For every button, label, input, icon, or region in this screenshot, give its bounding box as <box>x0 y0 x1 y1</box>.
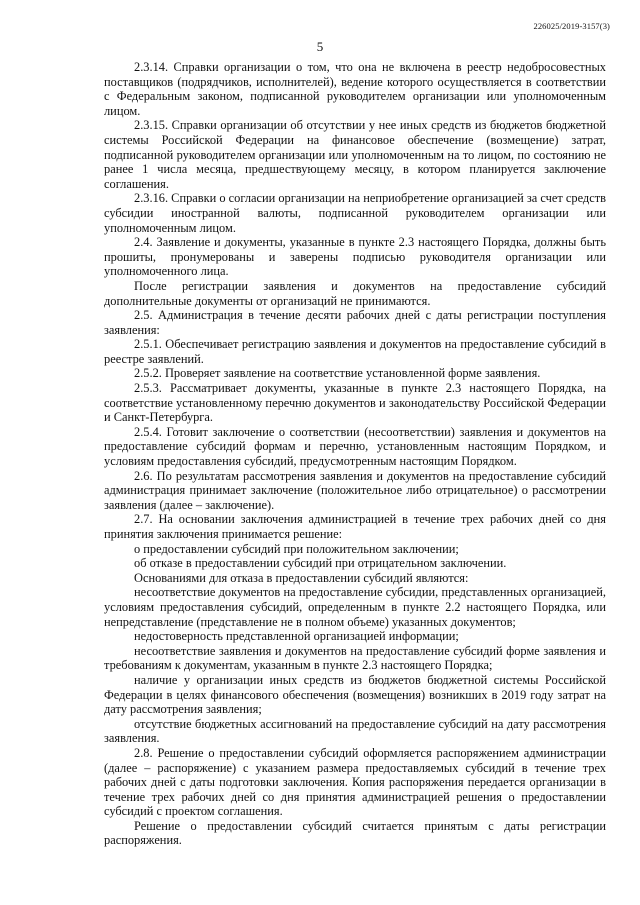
paragraph-2-6: 2.6. По результатам рассмотрения заявления и документов на предоставление субсидий администрация принимает заключение (положительное либо отрицательное) о рассмотрении заявления (далее – заключение). <box>104 468 606 512</box>
paragraph-decision-negative: об отказе в предоставлении субсидий при отрицательном заключении. <box>134 556 507 571</box>
document-number: 226025/2019-3157(3) <box>533 21 610 31</box>
paragraph-2-5-2: 2.5.2. Проверяет заявление на соответствие установленной форме заявления. <box>134 366 541 381</box>
paragraph-refusal-grounds: Основаниями для отказа в предоставлении субсидий являются: <box>134 570 469 585</box>
paragraph-ground-no-budget: отсутствие бюджетных ассигнований на предоставление субсидий на дату рассмотрения заявления. <box>104 716 606 746</box>
paragraph-decision-positive: о предоставлении субсидий при положительном заключении; <box>134 541 459 556</box>
paragraph-2-5: 2.5. Администрация в течение десяти рабочих дней с даты регистрации поступления заявления: <box>104 308 606 337</box>
page-number: 5 <box>316 39 324 54</box>
paragraph-ground-unreliable-info: недостоверность представленной организацией информации; <box>134 629 459 644</box>
paragraph-2-3-16: 2.3.16. Справки о согласии организации на неприобретение организацией за счет средств субсидии иностранной валюты, подписанной руководителем организации или уполномоченным лицом. <box>104 191 606 235</box>
paragraph-2-4: 2.4. Заявление и документы, указанные в пункте 2.3 настоящего Порядка, должны быть прошиты, пронумерованы и заверены подписью руководителя организации или уполномоченного лица. <box>104 235 606 279</box>
paragraph-ground-other-funds: наличие у организации иных средств из бюджетов бюджетной системы Российской Федерации в целях финансового обеспечения (возмещения) возникших в 2019 году затрат на дату рассмотрения заявления; <box>104 672 606 717</box>
paragraph-ground-form-mismatch: несоответствие заявления и документов на предоставление субсидий форме заявления и требованиям к документам, указанным в пункте 2.3 настоящего Порядка; <box>104 643 606 673</box>
paragraph-after-registration: После регистрации заявления и документов на предоставление субсидий дополнительные документы от организаций не принимаются. <box>104 278 606 308</box>
paragraph-2-5-1: 2.5.1. Обеспечивает регистрацию заявления и документов на предоставление субсидий в реестре заявлений. <box>104 337 606 366</box>
paragraph-2-3-15: 2.3.15. Справки организации об отсутствии у нее иных средств из бюджетов бюджетной системы Российской Федерации на финансовое обеспечение (возмещение) затрат, подписанной руководителем организации или уполномоченным на то лицом, по состоянию не ранее 1 числа месяца, предшествующему месяцу, в котором планируется заключение соглашения. <box>104 118 606 191</box>
paragraph-2-5-4: 2.5.4. Готовит заключение о соответствии (несоответствии) заявления и документов на предоставление субсидий формам и перечню, установленным настоящим Порядком, и условиям предоставления субсидий, предусмотренным настоящим Порядком. <box>104 424 606 469</box>
paragraph-2-5-3: 2.5.3. Рассматривает документы, указанные в пункте 2.3 настоящего Порядка, на соответствие установленному перечню документов и законодательству Российской Федерации и Санкт-Петербурга. <box>104 381 606 425</box>
document-body <box>104 60 606 848</box>
paragraph-2-8: 2.8. Решение о предоставлении субсидий оформляется распоряжением администрации (далее – распоряжение) с указанием размера предоставляемых субсидий в течение трех рабочих дней с даты подготовки заключения. Копия распоряжения передается организации в течение трех рабочих дней со дня принятия администрацией решения о предоставлении субсидий с проектом соглашения. <box>104 745 606 819</box>
paragraph-2-3-14: 2.3.14. Справки организации о том, что она не включена в реестр недобросовестных поставщиков (подрядчиков, исполнителей), ведение которого осуществляется в соответствии с Федеральным законом, подписанной руководителем организации или уполномоченным лицом. <box>104 60 606 118</box>
paragraph-ground-nonconformity: несоответствие документов на предоставление субсидии, представленных организацией, условиям предоставления субсидий, определенным в пункте 2.2 настоящего Порядка, или непредставление (представление не в полном объеме) указанных документов; <box>104 585 606 629</box>
paragraph-2-7: 2.7. На основании заключения администрацией в течение трех рабочих дней со дня принятия заключения принимается решение: <box>104 512 606 541</box>
paragraph-decision-date: Решение о предоставлении субсидий считается принятым с даты регистрации распоряжения. <box>104 818 606 848</box>
